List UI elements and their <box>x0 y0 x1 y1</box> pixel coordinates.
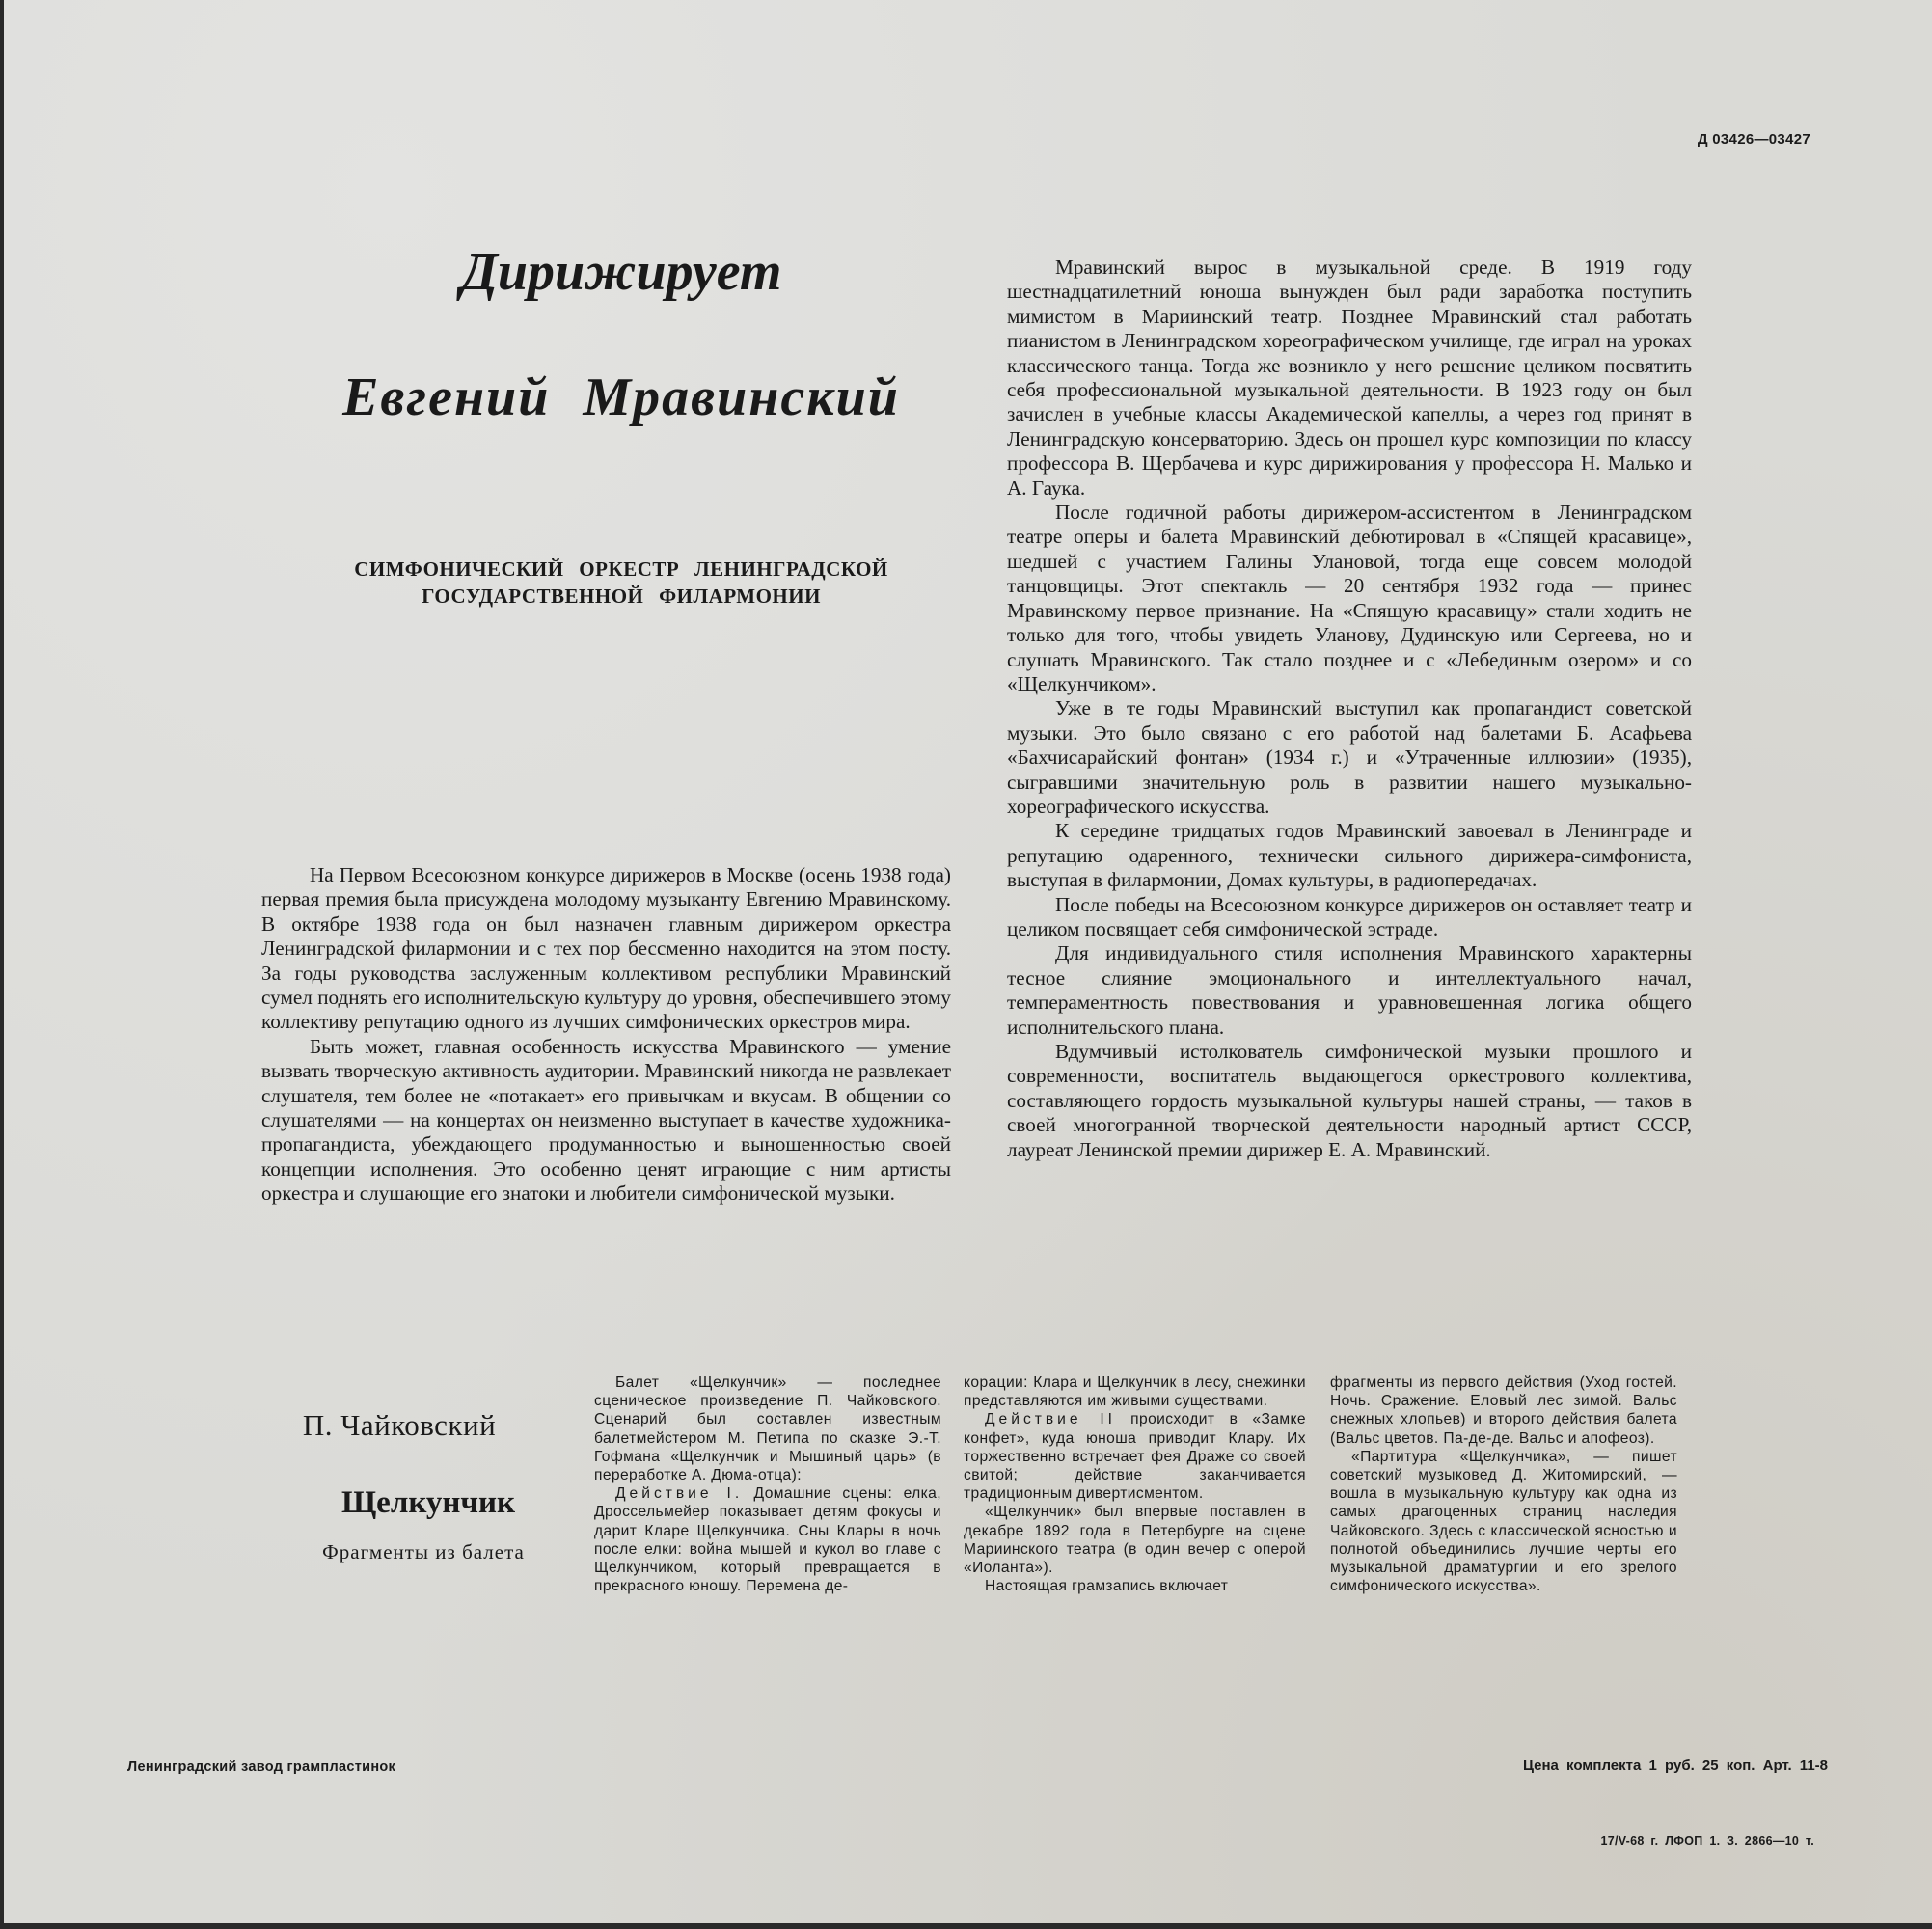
paragraph: Настоящая грамзапись включает <box>985 1578 1229 1595</box>
paragraph: Балет «Щелкунчик» — последнее сценическое произведение П. Чайковского. Сценарий был составлен известным балетмейстером М. Петипа по сказке Э.-Т. Гофмана «Щелкунчик и Мышиный царь» (в переработке А. Дюма-отца): <box>594 1374 941 1484</box>
paragraph: «Щелкунчик» был впервые поставлен в декабре 1892 года в Петербурге на сцене Мариинского театра (в один вечер с оперой «Иоланта»). <box>964 1504 1306 1577</box>
paragraph <box>964 1410 1306 1503</box>
act-text: Домашние сцены: елка, Дроссельмейер показывает детям фокусы и дарит Кларе Щелкунчика. Сны Клары в ночь после елки: война мышей и кукол во главе с Щелкунчиком, который превращается в прекрасного юношу. Перемена де- <box>594 1485 941 1595</box>
paragraph <box>594 1484 941 1595</box>
orchestra-line-1: СИМФОНИЧЕСКИЙ ОРКЕСТР ЛЕНИНГРАДСКОЙ <box>354 557 888 581</box>
composer-name: П. Чайковский <box>302 1408 497 1442</box>
manufacturer: Ленинградский завод грампластинок <box>127 1759 396 1775</box>
paragraph: К середине тридцатых годов Мравинский завоевал в Ленинграде и репутацию одаренного, технически сильного дирижера-симфониста, выступая в филармонии, Домах культуры, в радиопередачах. <box>1007 819 1692 892</box>
orchestra-name <box>293 556 949 610</box>
orchestra-line-2: ГОСУДАРСТВЕННОЙ ФИЛАРМОНИИ <box>422 584 821 608</box>
hero-conductor-name: Евгений Мравинский <box>342 367 900 427</box>
record-sleeve-back <box>4 0 1932 1923</box>
paragraph: После годичной работы дирижером-ассистентом в Ленинградском театре оперы и балета Мравинский дебютировал в «Спящей красавице», шедшей с участием Галины Улановой, тогда еще совсем молодой танцовщицы. Этот спектакль — 20 сентября 1932 года — принес Мравинскому первое признание. На «Спящую красавицу» стали ходить не только для того, чтобы увидеть Уланову, Дудинскую или Сергеева, но и слушать Мравинского. Так стало позднее и с «Лебединым озером» и со «Щелкунчиком». <box>1007 501 1692 695</box>
sleeve-edge-bottom <box>0 1923 1932 1929</box>
liner-notes-column-1 <box>594 1373 941 1595</box>
paragraph: На Первом Всесоюзном конкурсе дирижеров в Москве (осень 1938 года) первая премия была присуждена молодому музыканту Евгению Мравинскому. В октябре 1938 года он был назначен главным дирижером оркестра Ленинградской филармонии и с тех пор бессменно находится на этом посту. За годы руководства заслуженным коллективом республики Мравинский сумел поднять его исполнительскую культуру до уровня, обеспечившего этому коллективу репутацию одного из лучших симфонических оркестров мира. <box>261 863 951 1034</box>
work-title-block <box>274 1408 583 1564</box>
hero-heading <box>293 241 949 428</box>
work-subtitle: Фрагменты из балета <box>322 1540 525 1563</box>
biography-right-column <box>1007 256 1692 1162</box>
act-label: Действие I. <box>615 1485 744 1503</box>
act-label: Действие II <box>985 1411 1116 1428</box>
paragraph: Для индивидуального стиля исполнения Мравинского характерны тесное слияние эмоционального и интеллектуального начал, темпераментность повествования и уравновешенная логика общего исполнительского плана. <box>1007 941 1692 1039</box>
act-text: происходит в «Замке конфет», куда юноша приводит Клару. Их торжественно встречает фея Драже со своей свитой; действие заканчивается традиционным дивертисментом. <box>964 1411 1306 1503</box>
biography-left-column <box>261 863 951 1207</box>
hero-conducts: Дирижирует <box>460 242 782 302</box>
paragraph: Уже в те годы Мравинский выступил как пропагандист советской музыки. Это было связано с его работой над балетами Б. Асафьева «Бахчисарайский фонтан» (1934 г.) и «Утраченные иллюзии» (1935), сыгравшими значительную роль в развитии нашего музыкально-хореографического искусства. <box>1007 696 1692 818</box>
paragraph: Вдумчивый истолкователь симфонической музыки прошлого и современности, воспитатель выдающегося оркестрового коллектива, составляющего гордость музыкальной культуры нашей страны, — таков в своей многогранной творческой деятельности народный артист СССР, лауреат Ленинской премии дирижер Е. А. Мравинский. <box>1007 1040 1692 1161</box>
paragraph: «Партитура «Щелкунчика», — пишет советский музыковед Д. Житомирский, — вошла в музыкальную культуру как одна из самых драгоценных страниц наследия Чайковского. Здесь с классической ясностью и полнотой объединились лучшие черты его музыкальной драматургии и его зрелого симфонического искусства». <box>1330 1448 1677 1595</box>
liner-notes-column-3 <box>1330 1373 1677 1595</box>
print-info: 17/V-68 г. ЛФОП 1. З. 2866—10 т. <box>1600 1834 1814 1848</box>
catalog-number: Д 03426—03427 <box>1697 131 1810 148</box>
paragraph: фрагменты из первого действия (Уход гостей. Ночь. Сражение. Еловый лес зимой. Вальс снежных хлопьев) и второго действия балета (Вальс цветов. Па-де-де. Вальс и апофеоз). <box>1330 1374 1677 1447</box>
paragraph: корации: Клара и Щелкунчик в лесу, снежинки представляются им живыми существами. <box>964 1374 1306 1410</box>
liner-notes-column-2 <box>964 1373 1306 1595</box>
paragraph: После победы на Всесоюзном конкурсе дирижеров он оставляет театр и целиком посвящает себя симфонической эстраде. <box>1007 892 1692 940</box>
paragraph: Мравинский вырос в музыкальной среде. В 1919 году шестнадцатилетний юноша вынужден был ради заработка поступить мимистом в Мариинский театр. Позднее Мравинский стал работать пианистом в Ленинградском хореографическом училище, где играл на уроках классического танца. Тогда же возникло у него решение целиком посвятить себя профессиональной музыкальной деятельности. В 1923 году он был зачислен в учебные классы Академической капеллы, а через год принят в Ленинградскую консерваторию. Здесь он прошел курс композиции по классу профессора В. Щербачева и курс дирижирования у профессора Н. Малько и А. Гаука. <box>1007 256 1692 500</box>
paragraph: Быть может, главная особенность искусства Мравинского — умение вызвать творческую активность аудитории. Мравинский никогда не развлекает слушателя, тем более не «потакает» его привычкам и вкусам. В общении со слушателями — на концертах он неизменно выступает в качестве художника-пропагандиста, убеждающего продуманностью и выношенностью своей концепции исполнения. Это особенно ценят играющие с ним артисты оркестра и слушающие его знатоки и любители симфонической музыки. <box>261 1034 951 1206</box>
work-title: Щелкунчик <box>340 1485 516 1520</box>
price-label: Цена комплекта 1 руб. 25 коп. Арт. 11-8 <box>1522 1757 1828 1774</box>
